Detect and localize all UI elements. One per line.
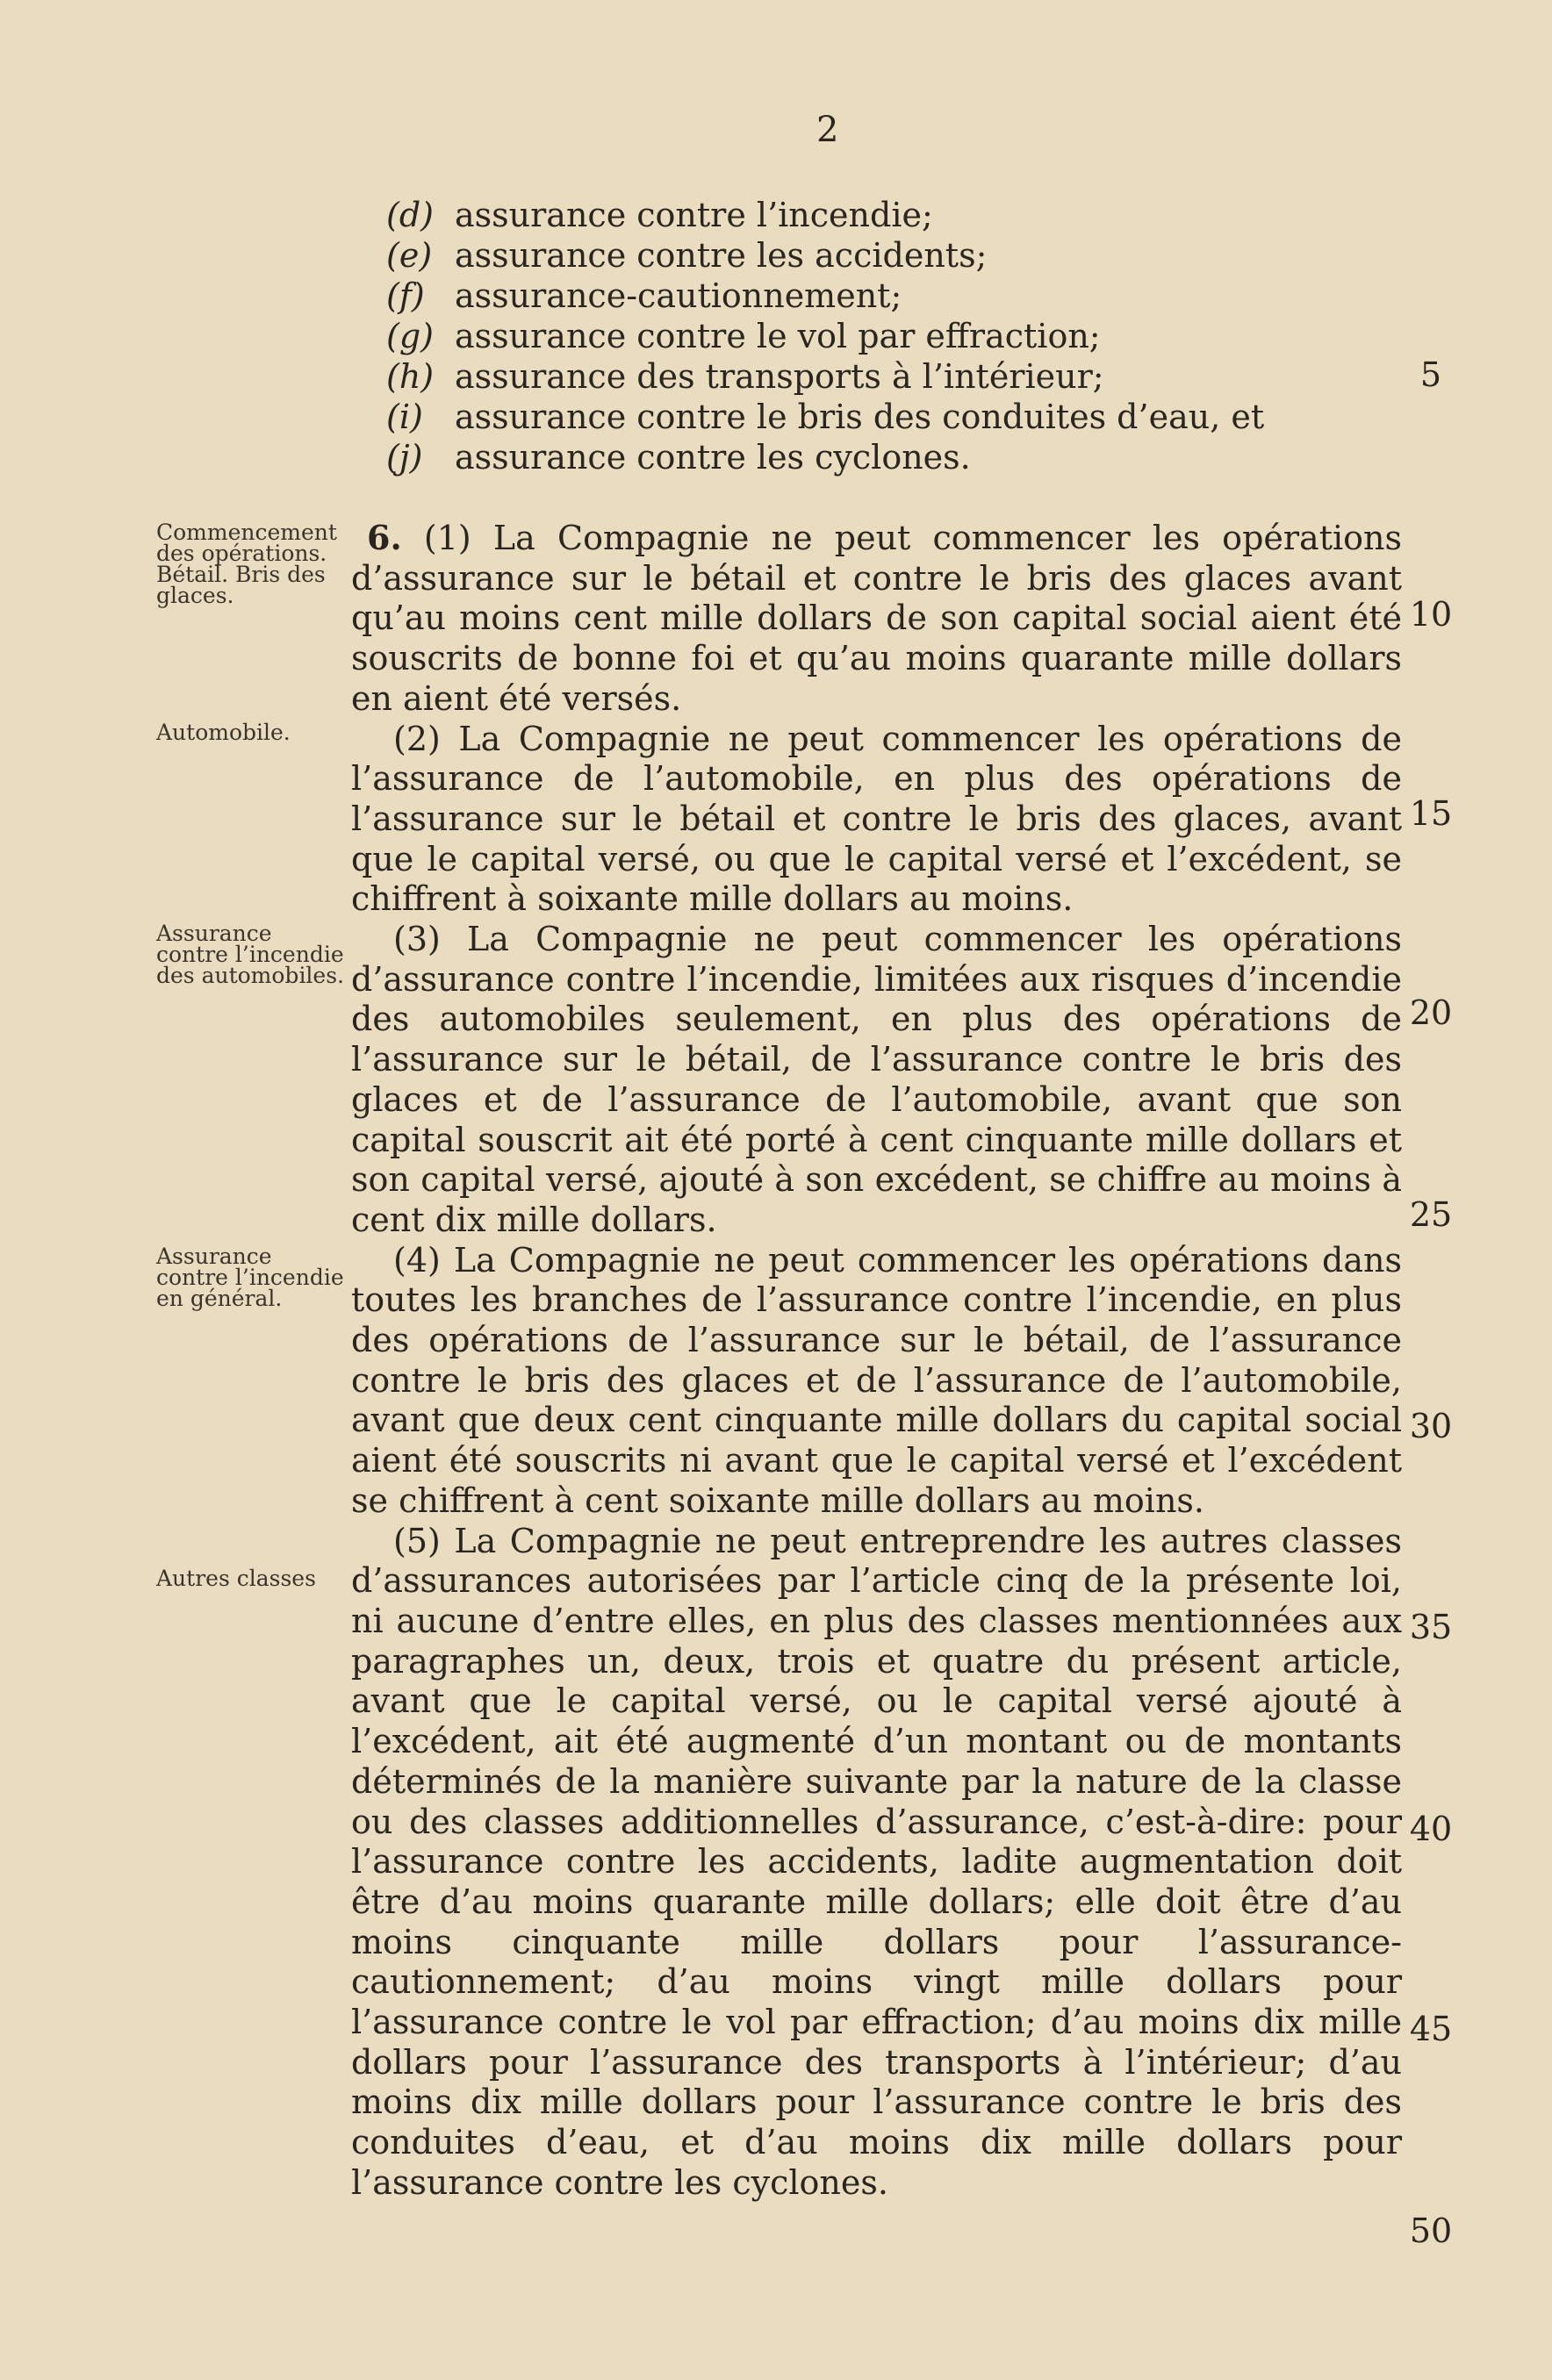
line-number: 35 — [1409, 1608, 1453, 1646]
list-item — [386, 276, 1264, 316]
line-number: 25 — [1409, 1195, 1453, 1234]
section-6-paragraph-4: (4) La Compagnie ne peut commencer les opérations dans toutes les branches de l’assurance contre l’incendie, en plus des opérations de l’assurance sur le bétail, de l’assurance contre le bris des glaces et de l’assurance de l’automobile, avant que deux cent cinquante mille dollars du capital social aient été souscrits ni avant que le capital versé et l’excédent se chiffrent à cent soixante mille dollars au moins. — [351, 1240, 1402, 1520]
list-item — [386, 356, 1264, 397]
line-number: 50 — [1409, 2212, 1453, 2250]
section-6-paragraph-2: (2) La Compagnie ne peut commencer les opérations de l’assurance de l’automobile, en plus des opérations de l’assurance sur le bétail et contre le bris des glaces, avant que le capital versé, ou que le capital versé et l’excédent, se chiffrent à soixante mille dollars au moins. — [351, 719, 1402, 919]
list-letter: (g) — [386, 317, 434, 355]
margin-note-fire-automobiles: Assurance contre l’incendie des automobiles. — [156, 921, 345, 988]
page-number: 2 — [816, 110, 839, 150]
list-letter: (i) — [386, 398, 423, 436]
list-text: assurance contre l’incendie; — [455, 196, 933, 234]
section-6-paragraph-5: (5) La Compagnie ne peut entreprendre les autres classes d’assurances autorisées par l’article cinq de la présente loi, ni aucune d’entre elles, en plus des classes mentionnées aux paragraphes un, deux, trois et quatre du présent article, avant que le capital versé, ou le capital versé ajouté à l’excédent, ait été augmenté d’un montant ou de montants déterminés de la manière suivante par la nature de la classe ou des classes additionnelles d’assurance, c’est-à-dire: pour l’assurance contre les accidents, ladite augmentation doit être d’au moins quarante mille dollars; elle doit être d’au moins cinquante mille dollars pour l’assurance-cautionnement; d’au moins vingt mille dollars pour l’assurance contre le vol par effraction; d’au moins dix mille dollars pour l’assurance des transports à l’intérieur; d’au moins dix mille dollars pour l’assurance contre le bris des conduites d’eau, et d’au moins dix mille dollars pour l’assurance contre les cyclones. — [351, 1521, 1402, 2202]
section-6-paragraph-1 — [351, 518, 1402, 720]
list-text: assurance contre le vol par effraction; — [455, 317, 1101, 355]
line-number: 30 — [1409, 1407, 1453, 1445]
margin-note-other-classes: Autres classes — [156, 1566, 316, 1591]
list-letter: (e) — [386, 236, 433, 275]
line-number: 40 — [1409, 1810, 1453, 1848]
list-text: assurance des transports à l’intérieur; — [455, 357, 1104, 396]
list-text: assurance contre le bris des conduites d’eau, et — [455, 398, 1265, 436]
margin-note-commencement: Commencement des opérations. Bétail. Bris des glaces. — [156, 520, 337, 608]
list-letter: (d) — [386, 196, 434, 234]
list-text: assurance contre les cyclones. — [455, 438, 971, 477]
list-letter: (j) — [386, 438, 423, 477]
line-number: 10 — [1409, 595, 1453, 634]
insurance-class-list — [386, 195, 1264, 477]
list-letter: (h) — [386, 357, 435, 396]
list-item — [386, 316, 1264, 356]
line-number: 45 — [1409, 2010, 1453, 2048]
line-number: 15 — [1409, 794, 1453, 833]
list-item — [386, 195, 1264, 235]
list-text: assurance-cautionnement; — [455, 276, 902, 315]
line-number: 5 — [1419, 355, 1442, 394]
section-6-paragraph-3: (3) La Compagnie ne peut commencer les opérations d’assurance contre l’incendie, limitées aux risques d’incendie des automobiles seulement, en plus des opérations de l’assurance sur le bétail, de l’assurance contre le bris des glaces et de l’assurance de l’automobile, avant que son capital souscrit ait été porté à cent cinquante mille dollars et son capital versé, ajouté à son excédent, se chiffre au moins à cent dix mille dollars. — [351, 920, 1402, 1239]
list-item — [386, 397, 1264, 437]
paragraph-1-text: (1) La Compagnie ne peut commencer les opérations d’assurance sur le bétail et contre le bris des glaces avant qu’au moins cent mille dollars de son capital social aient été souscrits de bonne foi et qu’au moins quarante mille dollars en aient été versés. — [351, 519, 1402, 718]
list-text: assurance contre les accidents; — [455, 236, 988, 275]
section-number: 6. — [367, 518, 402, 557]
margin-note-fire-general: Assurance contre l’incendie en général. — [156, 1244, 344, 1311]
line-number: 20 — [1409, 993, 1453, 1032]
list-item — [386, 437, 1264, 477]
list-letter: (f) — [386, 276, 425, 315]
section-6-body — [351, 518, 1402, 2204]
margin-note-automobile: Automobile. — [156, 720, 291, 745]
list-item — [386, 235, 1264, 276]
